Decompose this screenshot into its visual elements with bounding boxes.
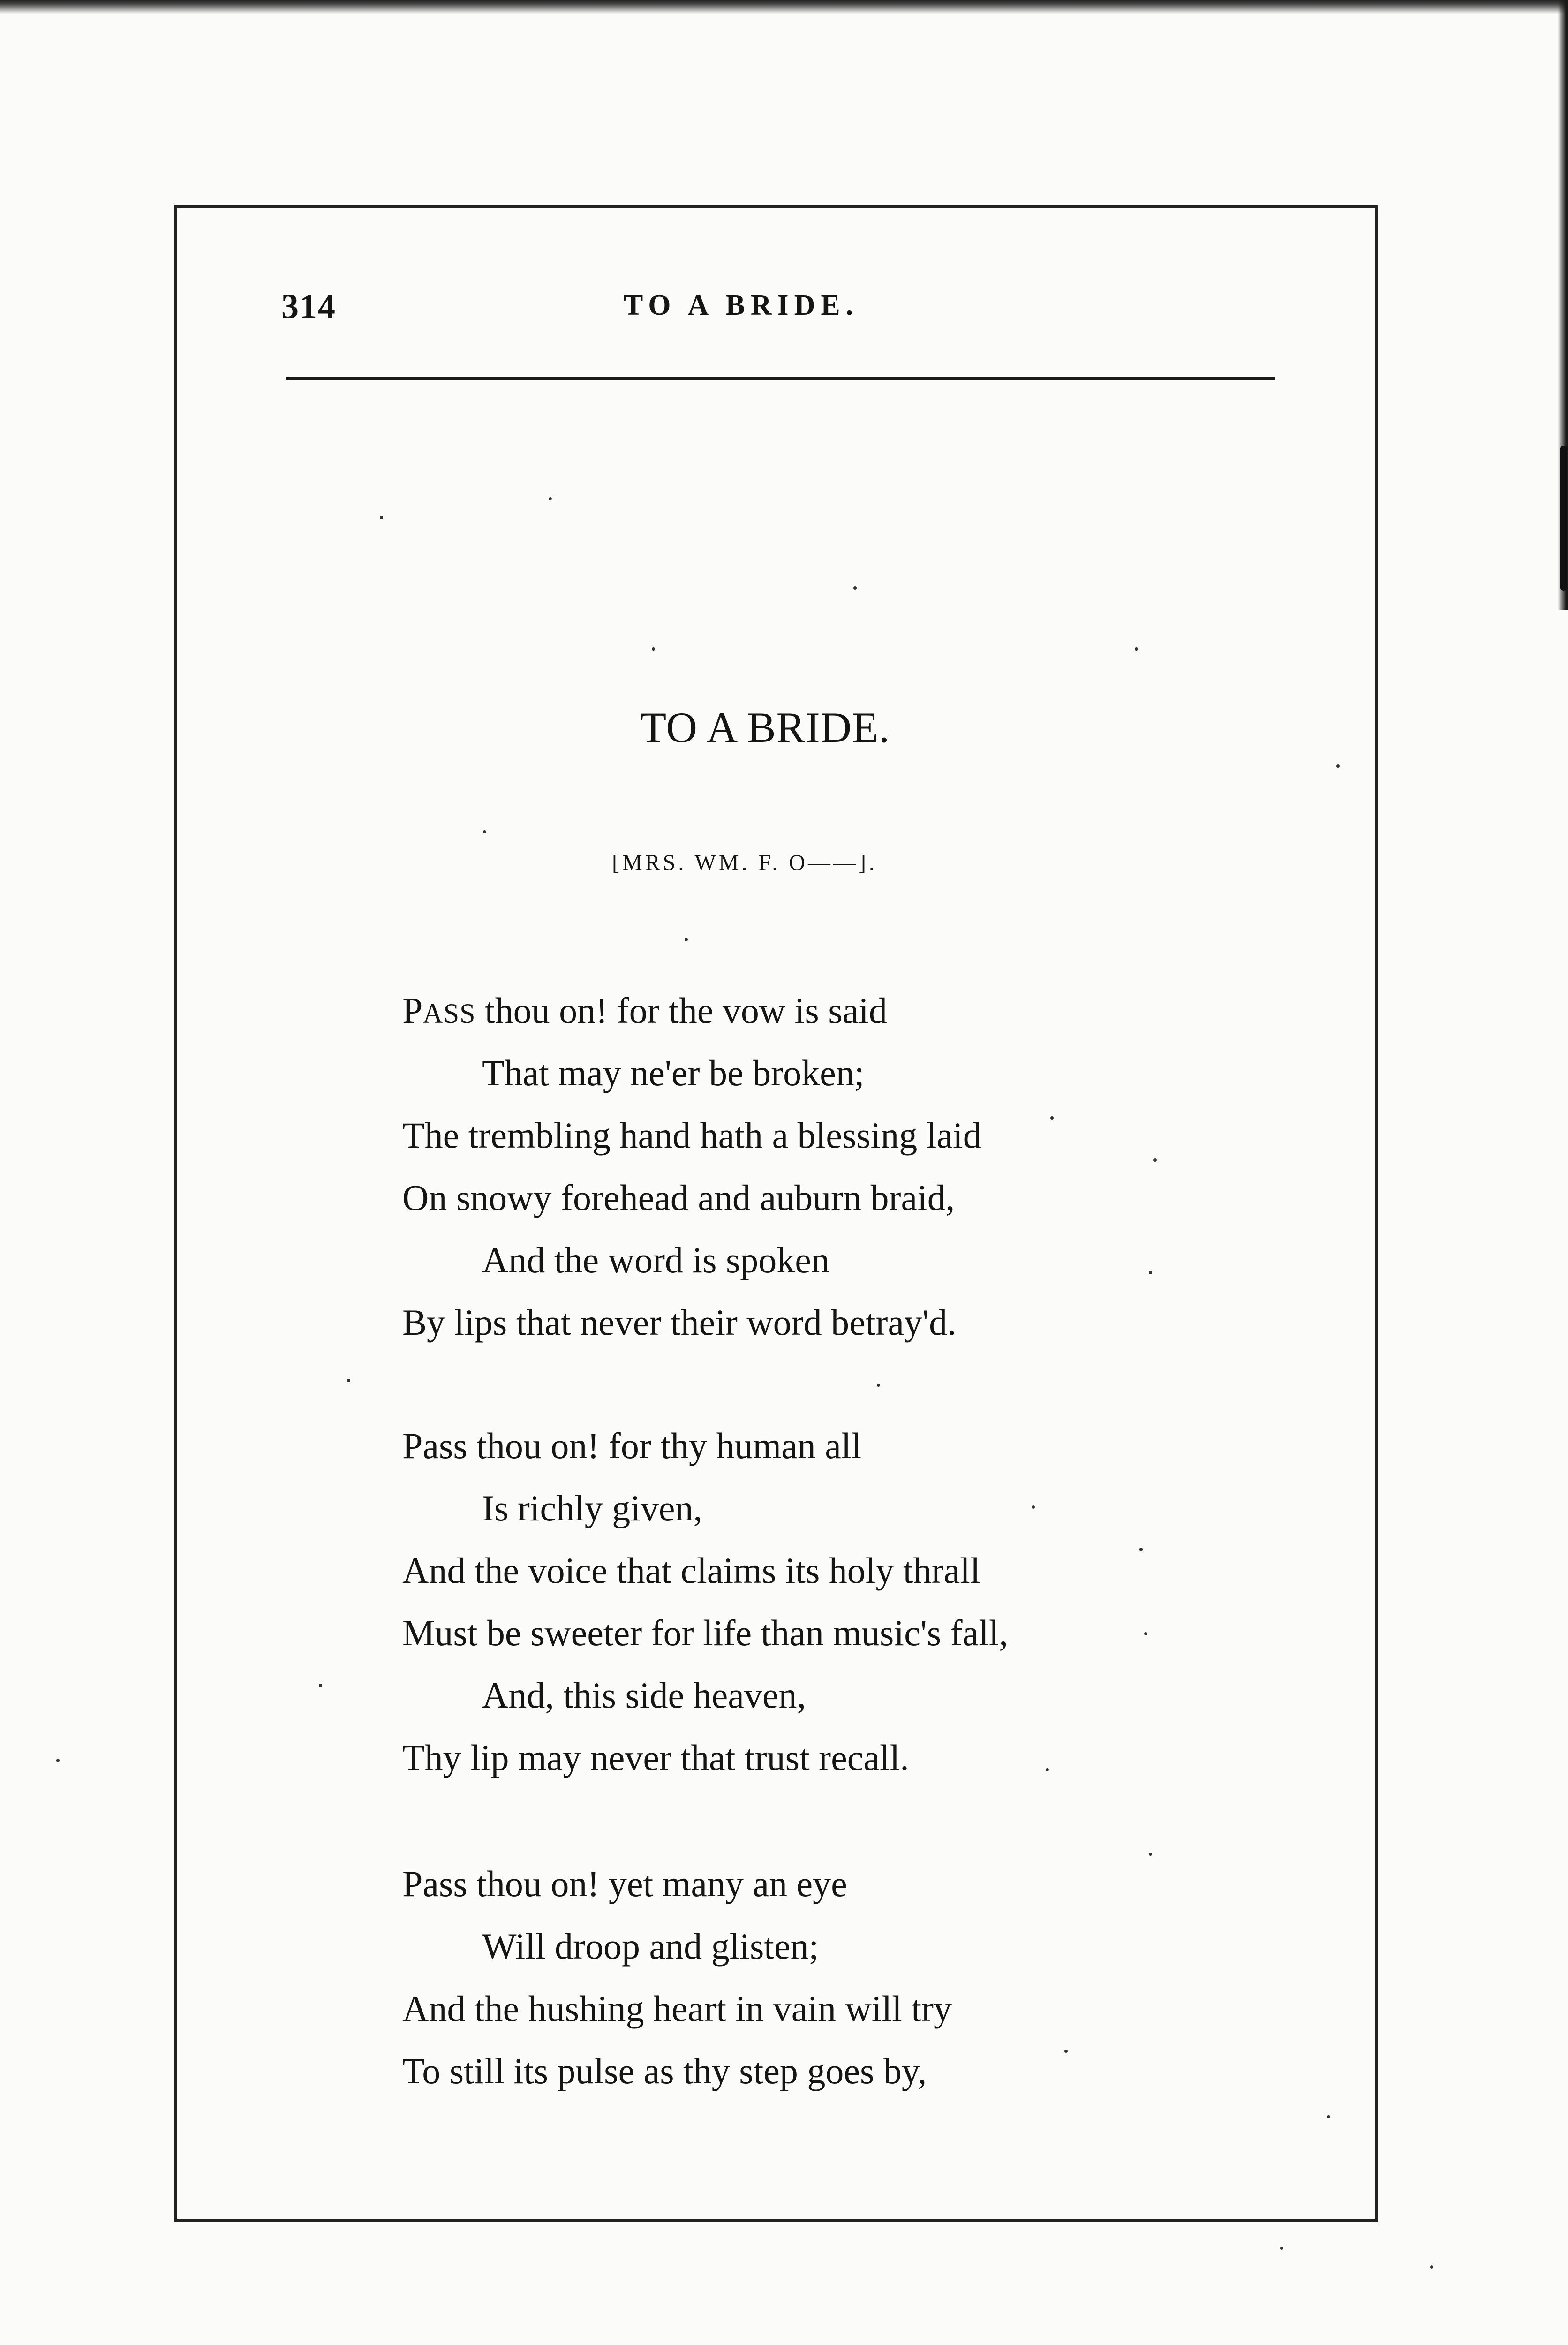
poem-line: Will droop and glisten; — [482, 1926, 819, 1967]
poem-line: Pass thou on! yet many an eye — [402, 1863, 847, 1904]
poem-line: Must be sweeter for life than music's fall, — [402, 1612, 1009, 1653]
print-speck — [1280, 2247, 1283, 2250]
header-rule — [286, 377, 1275, 380]
poem-line: Is richly given, — [482, 1488, 703, 1528]
running-title: TO A BRIDE. — [624, 289, 859, 321]
stanza-2 — [402, 1415, 1008, 1789]
print-speck — [1050, 1116, 1054, 1120]
poem-line: And the voice that claims its holy thrall — [402, 1550, 980, 1591]
print-speck — [685, 938, 688, 941]
print-speck — [319, 1684, 322, 1687]
poem-line: By lips that never their word betray'd. — [402, 1302, 957, 1343]
poem-line: And, this side heaven, — [482, 1675, 807, 1716]
print-speck — [56, 1759, 60, 1762]
binding-mark — [1560, 446, 1567, 591]
print-speck — [1149, 1853, 1152, 1856]
poem-dedication: [MRS. WM. F. O——]. — [612, 850, 877, 875]
print-speck — [1430, 2265, 1433, 2269]
print-speck — [347, 1379, 350, 1382]
poem-title: TO A BRIDE. — [640, 704, 890, 751]
poem-line: The trembling hand hath a blessing laid — [402, 1115, 981, 1156]
print-speck — [1149, 1271, 1152, 1274]
stanza-3 — [402, 1853, 952, 2102]
print-speck — [483, 830, 486, 833]
print-speck — [1139, 1548, 1143, 1551]
print-speck — [652, 647, 655, 651]
small-caps-word: ASS — [422, 998, 476, 1029]
print-speck — [853, 586, 857, 590]
print-speck — [1327, 2115, 1330, 2118]
print-speck — [1046, 1768, 1049, 1771]
poem-line: On snowy forehead and auburn braid, — [402, 1177, 955, 1218]
poem-line — [402, 979, 981, 1042]
poem-line: Thy lip may never that trust recall. — [402, 1737, 909, 1778]
poem-line: And the hushing heart in vain will try — [402, 1988, 952, 2029]
print-speck — [1064, 2050, 1068, 2053]
drop-initial: P — [402, 990, 423, 1031]
poem-line: Pass thou on! for thy human all — [402, 1425, 862, 1466]
print-speck — [1032, 1505, 1035, 1509]
stanza-1 — [402, 979, 981, 1354]
print-speck — [1144, 1632, 1147, 1635]
running-head — [281, 287, 1275, 334]
print-speck — [1135, 647, 1138, 651]
poem-line: And the word is spoken — [482, 1240, 829, 1280]
line-text: thou on! for the vow is said — [475, 990, 887, 1031]
print-speck — [1336, 764, 1340, 768]
page-top-edge — [0, 0, 1568, 14]
page-number: 314 — [281, 287, 336, 326]
print-speck — [877, 1384, 880, 1387]
print-speck — [380, 516, 383, 519]
poem-line: That may ne'er be broken; — [482, 1052, 865, 1093]
poem-line: To still its pulse as thy step goes by, — [402, 2050, 927, 2091]
print-speck — [1153, 1158, 1157, 1162]
print-speck — [549, 497, 552, 500]
